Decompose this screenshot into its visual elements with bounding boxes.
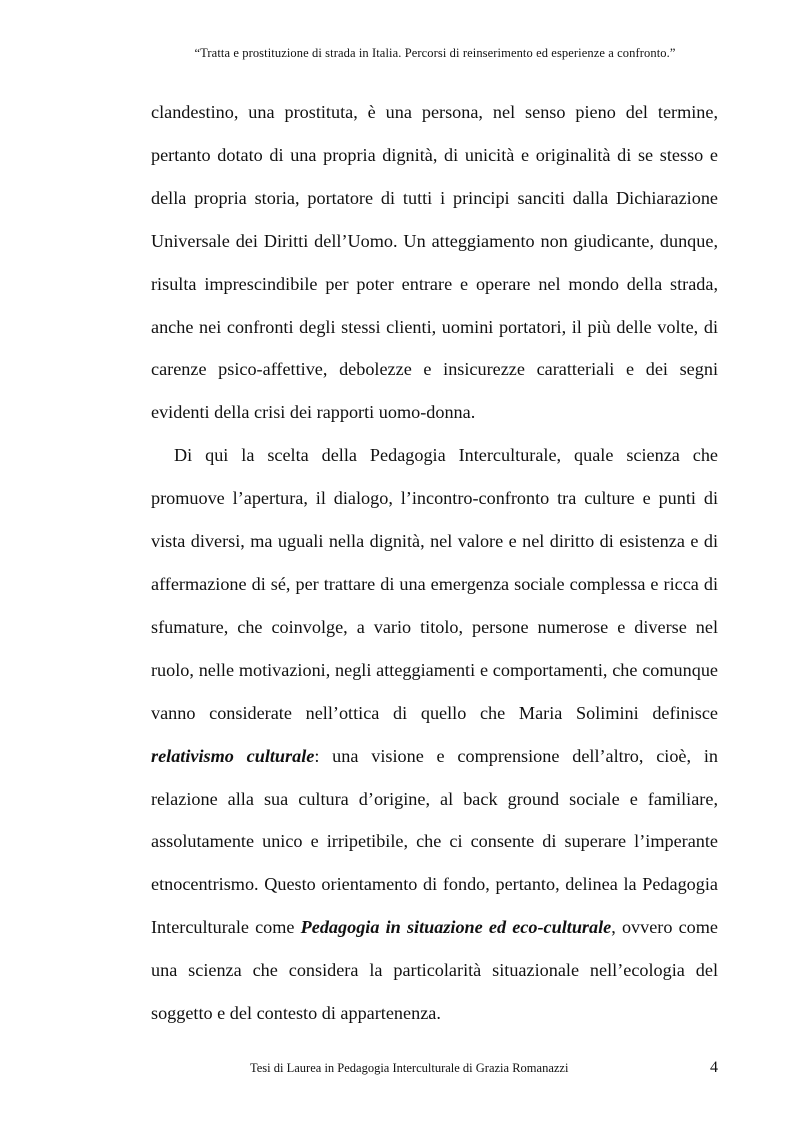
running-header <box>150 46 720 61</box>
paragraph-2-text-a: Di qui la scelta della Pedagogia Interculturale, quale scienza che promuove l’apertura, il dialogo, l’incontro-confronto tra culture e punti di vista diversi, ma uguali nella dignità, nel valore e nel diritto di esistenza e di affermazione di sé, per trattare di una emergenza sociale complessa e ricca di sfumature, che coinvolge, a vario titolo, persone numerose e diverse nel ruolo, nelle motivazioni, negli atteggiamenti e comportamenti, che comunque vanno considerate nell’ottica di quello che Maria Solimini definisce <box>151 445 718 723</box>
running-header-title: “Tratta e prostituzione di strada in Italia. Percorsi di reinserimento ed esperienze a confronto.” <box>194 46 676 60</box>
paragraph-1-text: clandestino, una prostituta, è una persona, nel senso pieno del termine, pertanto dotato di una propria dignità, di unicità e originalità di se stesso e della propria storia, portatore di tutti i principi sanciti dalla Dichiarazione Universale dei Diritti dell’Uomo. Un atteggiamento non giudicante, dunque, risulta imprescindibile per poter entrare e operare nel mondo della strada, anche nei confronti degli stessi clienti, uomini portatori, il più delle volte, di carenze psico-affettive, debolezze e insicurezze caratteriali e dei segni evidenti della crisi dei rapporti uomo-donna. <box>151 102 718 423</box>
body-text <box>151 91 718 1035</box>
footer-text: Tesi di Laurea in Pedagogia Interculturale di Grazia Romanazzi <box>250 1061 569 1075</box>
paragraph-2-text-b: : una visione e comprensione dell’altro, cioè, in relazione alla sua cultura d’origine, al back ground sociale e familiare, assolutamente unico e irripetibile, che ci consente di superare l’imperante etnocentrismo. Questo orientamento di fondo, pertanto, delinea la Pedagogia Interculturale come <box>151 745 718 938</box>
paragraph-2 <box>151 434 718 1035</box>
emphasis-pedagogia-in-situazione: Pedagogia in situazione ed eco-culturale <box>300 917 612 938</box>
paragraph-2-text-c: , ovvero come una scienza che considera la particolarità situazionale nell’ecologia del soggetto e del contesto di appartenenza. <box>151 917 718 1024</box>
paragraph-1 <box>151 91 718 434</box>
page-number: 4 <box>710 1059 718 1076</box>
emphasis-relativismo-culturale: relativismo culturale <box>151 745 315 766</box>
